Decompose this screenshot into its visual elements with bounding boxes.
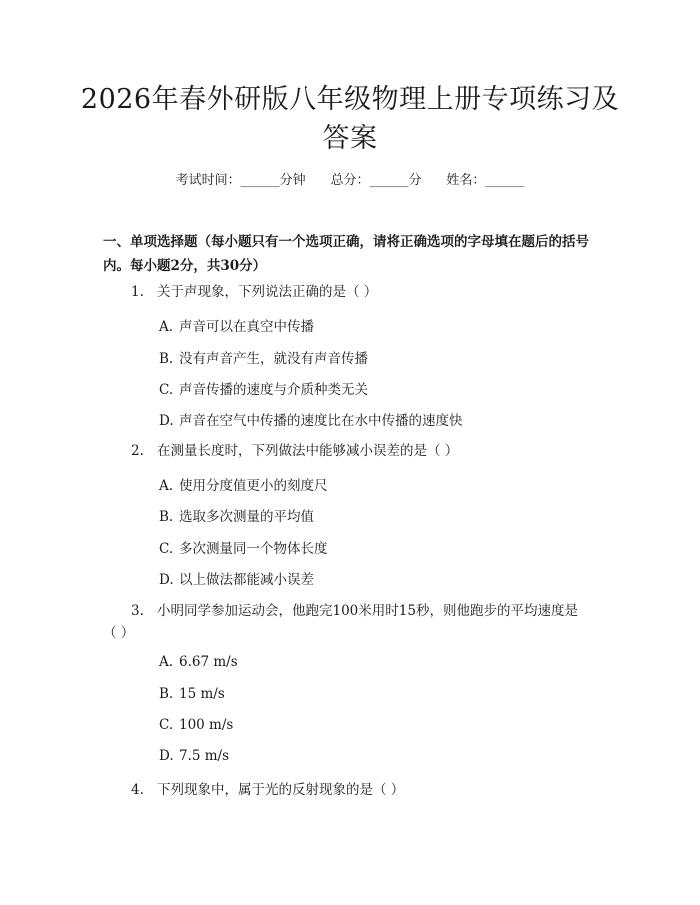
- option-text: 多次测量同一个物体长度: [179, 541, 328, 557]
- score-blank: ______: [369, 173, 409, 188]
- document-title: [60, 80, 640, 158]
- option-letter: C.: [159, 541, 174, 557]
- option-text: 7.5 m/s: [179, 748, 230, 764]
- option-text: 没有声音产生，就没有声音传播: [179, 351, 368, 367]
- time-blank: ______: [240, 173, 280, 188]
- question-3-continuation: （ ）: [103, 625, 135, 641]
- option-text: 以上做法都能减小误差: [179, 572, 314, 588]
- option-3b: [159, 686, 225, 702]
- question-number: 1.: [131, 284, 144, 300]
- option-letter: B.: [159, 509, 174, 525]
- name-blank: ______: [485, 173, 525, 188]
- score-label: 总分：: [330, 173, 370, 188]
- option-1c: [159, 378, 368, 398]
- option-3a: [159, 654, 238, 670]
- question-text: 小明同学参加运动会，他跑完100米用时15秒，则他跑步的平均速度是: [157, 603, 578, 619]
- question-4: [131, 779, 404, 801]
- option-1b: [159, 347, 368, 367]
- question-number: 3.: [131, 603, 144, 619]
- option-3d: [159, 748, 229, 764]
- option-text: 声音传播的速度与介质种类无关: [179, 382, 368, 398]
- title-line-1: 2026年春外研版八年级物理上册专项练习及: [80, 84, 620, 115]
- time-unit: 分钟: [279, 173, 306, 188]
- option-1a: [159, 315, 314, 335]
- option-2d: [159, 568, 314, 588]
- option-letter: B.: [159, 351, 174, 367]
- option-1d: [159, 409, 463, 429]
- question-3: [131, 600, 578, 622]
- name-label: 姓名：: [446, 173, 486, 188]
- exam-meta: [0, 169, 700, 188]
- option-letter: C.: [159, 382, 174, 398]
- option-2b: [159, 505, 314, 525]
- option-letter: C.: [159, 717, 174, 733]
- option-letter: D.: [159, 748, 174, 764]
- option-text: 15 m/s: [179, 686, 225, 702]
- score-unit: 分: [408, 173, 422, 188]
- question-2: [131, 440, 458, 462]
- question-text: 在测量长度时，下列做法中能够减小误差的是（ ）: [157, 443, 459, 459]
- option-letter: D.: [159, 413, 174, 429]
- title-line-2: 答案: [322, 123, 378, 154]
- option-2a: [159, 474, 328, 494]
- question-text: 下列现象中，属于光的反射现象的是（ ）: [157, 782, 405, 798]
- question-number: 2.: [131, 443, 144, 459]
- option-text: 6.67 m/s: [179, 654, 238, 670]
- option-text: 声音可以在真空中传播: [179, 319, 314, 335]
- option-text: 声音在空气中传播的速度比在水中传播的速度快: [179, 413, 463, 429]
- question-text: 关于声现象，下列说法正确的是（ ）: [157, 284, 378, 300]
- option-letter: D.: [159, 572, 174, 588]
- option-letter: A.: [159, 478, 174, 494]
- option-text: 100 m/s: [179, 717, 234, 733]
- question-number: 4.: [131, 782, 144, 798]
- option-letter: A.: [159, 654, 174, 670]
- option-letter: A.: [159, 319, 174, 335]
- option-2c: [159, 537, 328, 557]
- question-1: [131, 281, 377, 303]
- section-heading: 一、单项选择题（每小题只有一个选项正确，请将正确选项的字母填在题后的括号内。每小题2分，共30分）: [103, 234, 589, 274]
- option-text: 使用分度值更小的刻度尺: [179, 478, 328, 494]
- option-text: 选取多次测量的平均值: [179, 509, 314, 525]
- time-label: 考试时间：: [175, 173, 241, 188]
- option-3c: [159, 717, 233, 733]
- option-letter: B.: [159, 686, 174, 702]
